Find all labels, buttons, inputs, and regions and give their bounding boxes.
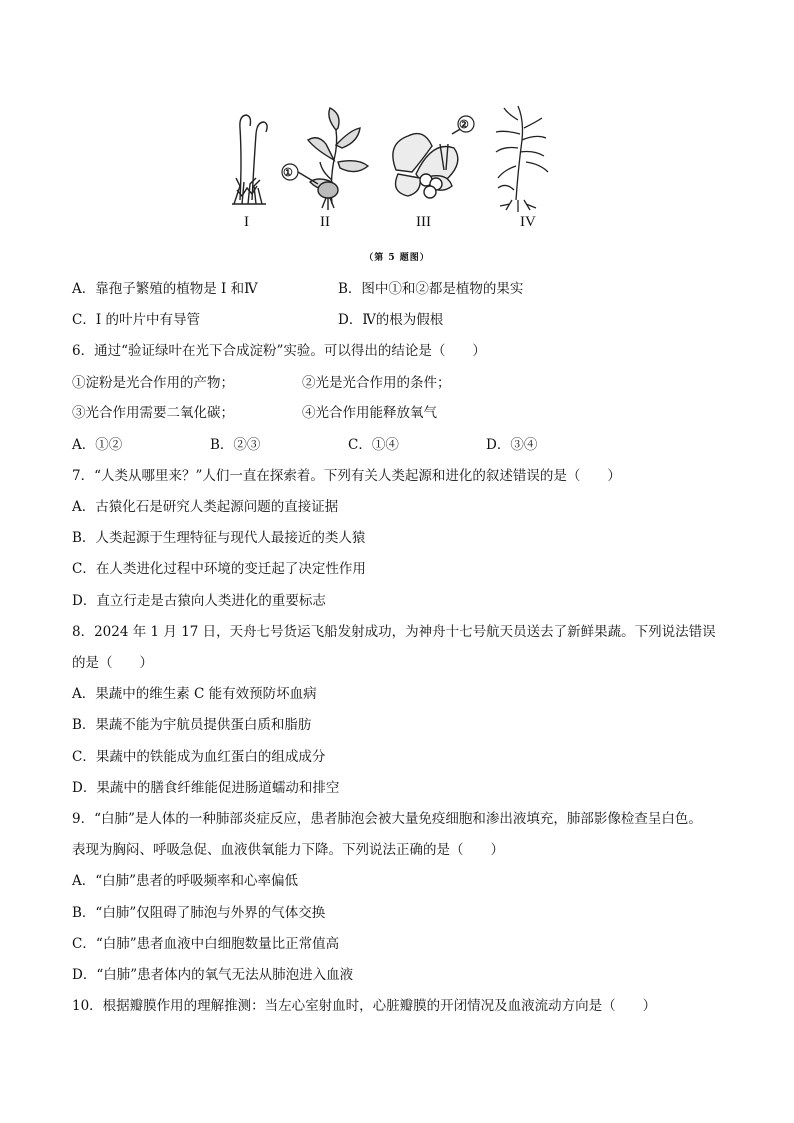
marker-2-label: ② — [459, 118, 469, 131]
q6-statement-1: ①淀粉是光合作用的产物； — [72, 375, 234, 391]
q6-statement-4: ④光合作用能释放氧气 — [302, 405, 437, 421]
figure-label-i: I — [244, 214, 249, 230]
q6-stem: 6．通过“验证绿叶在光下合成淀粉”实验。可以得出的结论是（ ） — [72, 343, 486, 359]
q5-option-d: D．Ⅳ的根为假根 — [338, 312, 444, 328]
q8-option-a: A．果蔬中的维生素 C 能有效预防坏血病 — [72, 686, 317, 702]
q5-option-a: A．靠孢子繁殖的植物是 I 和Ⅳ — [72, 281, 258, 297]
q6-option-c: C．①④ — [348, 437, 399, 453]
q9-option-c: C．“白肺”患者血液中白细胞数量比正常值高 — [72, 936, 340, 952]
q7-option-b: B．人类起源于生理特征与现代人最接近的类人猿 — [72, 530, 366, 546]
q7-option-d: D．直立行走是古猿向人类进化的重要标志 — [72, 593, 326, 609]
q6-statement-3: ③光合作用需要二氧化碳； — [72, 405, 234, 421]
q9-option-b: B．“白肺”仅阻碍了肺泡与外界的气体交换 — [72, 905, 326, 921]
plant-illustrations — [226, 100, 556, 215]
q10-stem: 10．根据瓣膜作用的理解推测：当左心室射血时，心脏瓣膜的开闭情况及血液流动方向是（ ） — [72, 998, 657, 1014]
plant-figure — [226, 100, 556, 240]
q9-stem-line-1: 9．“白肺”是人体的一种肺部炎症反应，患者肺泡会被大量免疫细胞和渗出液填充，肺部影像检查呈白色。 — [72, 811, 702, 827]
q8-option-d: D．果蔬中的膳食纤维能促进肠道蠕动和排空 — [72, 780, 340, 796]
figure-label-iii: III — [416, 214, 431, 230]
plant-iv-fern-drawing — [496, 106, 548, 212]
plant-iii-ginkgo-drawing — [393, 128, 462, 198]
q6-option-d: D．③④ — [486, 437, 538, 453]
plant-i-moss-drawing — [232, 115, 267, 204]
figure-label-ii: II — [320, 214, 330, 230]
q9-option-a: A．“白肺”患者的呼吸频率和心率偏低 — [72, 873, 299, 889]
plant-ii-seedling-drawing — [298, 108, 368, 210]
q5-option-c: C．I 的叶片中有导管 — [72, 312, 200, 328]
q9-option-d: D．“白肺”患者体内的氧气无法从肺泡进入血液 — [72, 967, 354, 983]
q7-option-a: A．古猿化石是研究人类起源问题的直接证据 — [72, 499, 339, 515]
q7-stem: 7．“人类从哪里来？”人们一直在探索着。下列有关人类起源和进化的叙述错误的是（ ） — [72, 468, 621, 484]
q5-option-b: B．图中①和②都是植物的果实 — [338, 281, 524, 297]
figure-label-iv: IV — [520, 214, 536, 230]
q6-statement-2: ②光是光合作用的条件； — [302, 375, 451, 391]
q8-option-b: B．果蔬不能为宇航员提供蛋白质和脂肪 — [72, 717, 312, 733]
q8-stem-line-1: 8．2024 年 1 月 17 日，天舟七号货运飞船发射成功，为神舟十七号航天员送去了新鲜果蔬。下列说法错误 — [72, 624, 716, 640]
q6-option-b: B．②③ — [210, 437, 261, 453]
marker-1-label: ① — [283, 166, 293, 179]
q8-stem-line-2: 的是（ ） — [72, 655, 153, 671]
q6-option-a: A．①② — [72, 437, 123, 453]
q9-stem-line-2: 表现为胸闷、呼吸急促、血液供氧能力下降。下列说法正确的是（ ） — [72, 842, 504, 858]
q7-option-c: C．在人类进化过程中环境的变迁起了决定性作用 — [72, 561, 366, 577]
q8-option-c: C．果蔬中的铁能成为血红蛋白的组成成分 — [72, 749, 326, 765]
figure-caption: （第 5 题图） — [364, 253, 430, 263]
